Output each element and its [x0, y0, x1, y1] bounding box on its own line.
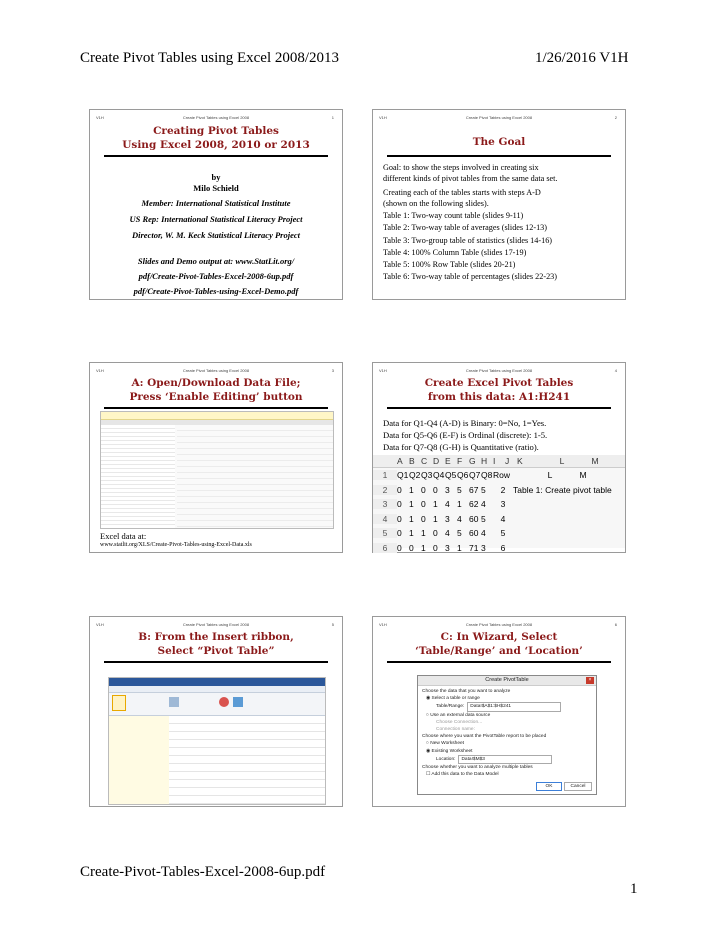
pivot-table-button[interactable]: [112, 695, 126, 711]
slide-4: [372, 362, 626, 553]
list-item: Table 6: Two-way table of percentages (slides 22-23): [383, 271, 557, 281]
chart-icon: [233, 697, 243, 707]
table-row: 1 Q1 Q2 Q3 Q4 Q5 Q6 Q7 Q8 Row L M: [373, 468, 625, 483]
slide-small-title: Create Pivot Tables using Excel 2008: [465, 622, 533, 627]
radio-new-worksheet[interactable]: ○ New Worksheet: [426, 741, 465, 747]
location-label: Location:: [436, 756, 456, 762]
slide-number: 3: [331, 368, 334, 373]
list-item: Table 3: Two-group table of statistics (slides 14-16): [383, 235, 553, 245]
slide-number: 2: [614, 115, 617, 120]
goal-text: Goal: to show the steps involved in creating six different kinds of pivot tables from the same data set. Creating each of the tables starts with steps A-D (shown on the following slides). Table 1: Two-way count table (slides 9-11) Table 2: Two-way table of averages (slides 12-13) Table 3: Two-group table of statistics (slides 14-16) Table 4: 100% Column Table (slides 17-19) Table 5: 100% Row Table (slides 20-21) Table 6: Two-way table of percentages (slides 22-23): [383, 163, 619, 282]
excel-grid: [373, 455, 625, 553]
affiliation-1: Member: International Statistical Institute: [141, 198, 291, 208]
insert-ribbon-screenshot: [108, 677, 326, 805]
list-item: Table 2: Two-way table of averages (slides 12-13): [383, 223, 547, 233]
title-rule: [387, 661, 611, 663]
slide-version: V1H: [96, 622, 104, 627]
slide-version: V1H: [96, 368, 104, 373]
footer-filename: Create-Pivot-Tables-Excel-2008-6up.pdf: [80, 864, 326, 880]
slide-title: Create Excel Pivot Tables from this data: A1:H241: [424, 377, 574, 403]
slide-small-title: Create Pivot Tables using Excel 2008: [465, 368, 533, 373]
dialog-title: Create PivotTable: [418, 676, 596, 686]
title-rule: [387, 407, 611, 409]
slide-number: 4: [614, 368, 617, 373]
data-columns: [101, 425, 175, 528]
slide-small-title: Create Pivot Tables using Excel 2008: [465, 115, 533, 120]
list-item: Table 5: 100% Row Table (slides 20-21): [383, 259, 516, 269]
excel-data-url[interactable]: www.statlit.org/XLS/Create-Pivot-Tables-using-Excel-Data.xls: [100, 542, 252, 548]
page-header-title: Create Pivot Tables using Excel 2008/2013: [80, 50, 340, 66]
by-line: by: [211, 172, 221, 182]
worksheet-grid: [169, 716, 325, 804]
table-list: [383, 211, 619, 282]
table-row: 6 0 0 1 0 3 1 71 3 6: [373, 541, 625, 556]
chart-icon: [219, 697, 229, 707]
slide-3: [89, 362, 343, 553]
sheet-area: [177, 425, 333, 528]
choose-where-label: Choose where you want the PivotTable report to be placed: [422, 734, 547, 740]
protected-view-bar: [101, 412, 333, 420]
affiliation-3: Director, W. M. Keck Statistical Literacy Project: [131, 230, 300, 240]
cancel-button[interactable]: Cancel: [564, 782, 592, 791]
page-number: 1: [630, 881, 638, 897]
ok-button[interactable]: OK: [536, 782, 562, 791]
slide-small-title: Create Pivot Tables using Excel 2008: [182, 115, 250, 120]
slide-small-title: Create Pivot Tables using Excel 2008: [182, 622, 250, 627]
link-line-2: pdf/Create-Pivot-Tables-Excel-2008-6up.pdf: [138, 271, 294, 281]
title-bar: [109, 678, 325, 686]
location-input[interactable]: Data!$M$3: [458, 755, 552, 764]
author: Milo Schield: [193, 183, 239, 193]
slide-number: 5: [331, 622, 334, 627]
column-header-row: A B C D E F G H I J K L M: [373, 455, 625, 468]
slide-title: C: In Wizard, Select ‘Table/Range’ and ‘Location’: [415, 631, 583, 657]
multi-table-label: Choose whether you want to analyze multiple tables: [422, 765, 533, 771]
picture-icon: [169, 697, 179, 707]
radio-table-range[interactable]: ◉ Select a table or range: [426, 696, 480, 702]
slide-number: 1: [331, 115, 334, 120]
excel-data-label: Excel data at:: [100, 531, 147, 541]
slide-version: V1H: [379, 115, 387, 120]
link-line-1: Slides and Demo output at: www.StatLit.org/: [137, 256, 295, 266]
choose-connection-button[interactable]: Choose Connection...: [436, 719, 483, 725]
slide-number: 6: [614, 622, 617, 627]
table-row: 4 0 1 0 1 3 4 60 5 4: [373, 512, 625, 527]
radio-existing-worksheet[interactable]: ◉ Existing Worksheet: [426, 748, 473, 754]
list-item: Table 1: Two-way count table (slides 9-11): [383, 211, 524, 221]
slide-title: Creating Pivot Tables Using Excel 2008, 2010 or 2013: [122, 125, 310, 151]
slide-2: [372, 109, 626, 300]
title-rule: [387, 155, 611, 157]
affiliation-2: US Rep: International Statistical Literacy Project: [129, 214, 303, 224]
range-input[interactable]: Data!$A$1:$H$241: [467, 702, 561, 711]
pivot-tooltip: [109, 716, 170, 804]
create-pivot-dialog: [417, 675, 597, 795]
range-label: Table/Range:: [436, 704, 465, 710]
add-data-model-checkbox[interactable]: ☐ Add this data to the Data Model: [426, 772, 499, 778]
connection-name-label: Connection name:: [436, 727, 475, 733]
grid-body: [373, 468, 625, 555]
close-icon[interactable]: ×: [586, 677, 594, 684]
slide-small-title: Create Pivot Tables using Excel 2008: [182, 368, 250, 373]
ribbon: [109, 693, 325, 716]
title-rule: [104, 661, 328, 663]
excel-screenshot: [100, 411, 334, 529]
slide-1: [89, 109, 343, 300]
title-rule: [104, 155, 328, 157]
slide-version: V1H: [379, 622, 387, 627]
link-line-3: pdf/Create-Pivot-Tables-using-Excel-Demo.pdf: [133, 286, 299, 296]
list-item: Table 4: 100% Column Table (slides 17-19): [383, 247, 527, 257]
table-row: 5 0 1 1 0 4 5 60 4 5: [373, 526, 625, 541]
page-header-date: 1/26/2016 V1H: [535, 50, 629, 66]
slide-5: [89, 616, 343, 807]
slide-title: B: From the Insert ribbon, Select “Pivot Table”: [138, 631, 294, 657]
slide-version: V1H: [96, 115, 104, 120]
ribbon-tabs: [109, 686, 325, 693]
slide-version: V1H: [379, 368, 387, 373]
title-rule: [104, 407, 328, 409]
data-description: Data for Q1-Q4 (A-D) is Binary: 0=No, 1=Yes. Data for Q5-Q6 (E-F) is Ordinal (discrete): 1-5. Data for Q7-Q8 (G-H) is Quantitative (ratio).: [383, 418, 548, 452]
slide-title: The Goal: [472, 136, 526, 148]
slide-6: [372, 616, 626, 807]
table-row: 3 0 1 0 1 4 1 62 4 3: [373, 497, 625, 512]
slide-title: A: Open/Download Data File; Press ‘Enable Editing’ button: [129, 377, 303, 403]
radio-external[interactable]: ○ Use an external data source: [426, 712, 491, 718]
table-row: 2 0 1 0 0 3 5 67 5 2 Table 1: Create pivot table: [373, 483, 625, 498]
choose-data-label: Choose the data that you want to analyze: [422, 689, 511, 694]
